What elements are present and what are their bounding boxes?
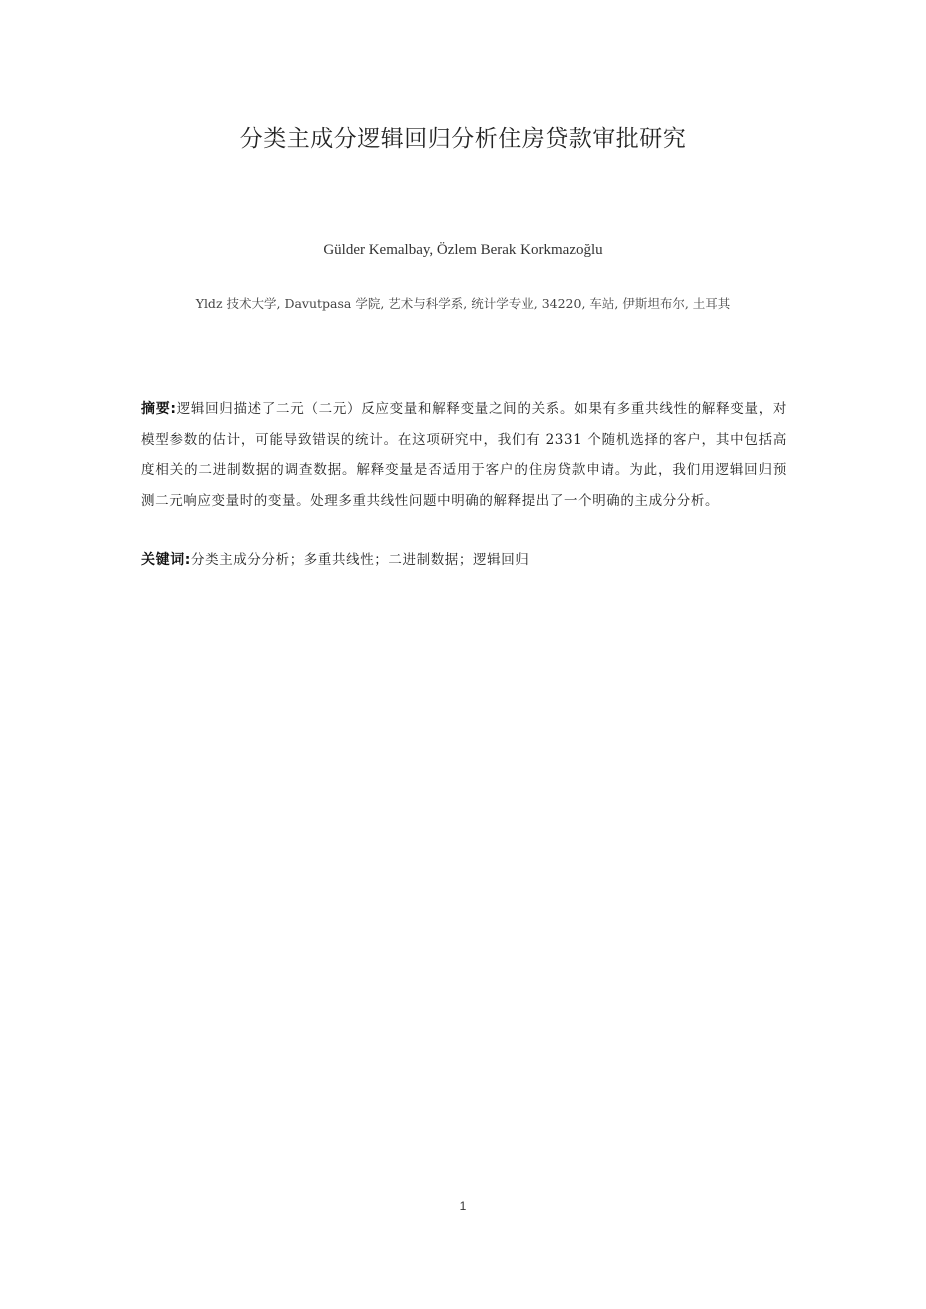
paper-title: 分类主成分逻辑回归分析住房贷款审批研究 <box>239 126 687 152</box>
keywords-label: 关键词: <box>141 552 191 568</box>
author-list: Gülder Kemalbay, Özlem Berak Korkmazoğlu <box>323 242 603 258</box>
page-number: 1 <box>459 1199 467 1213</box>
author-affiliation: Yldz 技术大学, Davutpasa 学院, 艺术与科学系, 统计学专业, 34220, 车站, 伊斯坦布尔, 土耳其 <box>195 296 731 311</box>
abstract-paragraph <box>141 394 787 516</box>
abstract-text: 逻辑回归描述了二元（二元）反应变量和解释变量之间的关系。如果有多重共线性的解释变量，对模型参数的估计，可能导致错误的统计。在这项研究中，我们有 2331 个随机选择的客户，其中包括高度相关的二进制数据的调查数据。解释变量是否适用于客户的住房贷款申请。为此，我们用逻辑回归预测二元响应变量时的变量。处理多重共线性问题中明确的解释提出了一个明确的主成分分析。 <box>141 401 787 509</box>
keywords-text: 分类主成分分析；多重共线性；二进制数据；逻辑回归 <box>191 552 530 568</box>
abstract-label: 摘要: <box>141 401 177 417</box>
keywords-line <box>141 545 787 575</box>
